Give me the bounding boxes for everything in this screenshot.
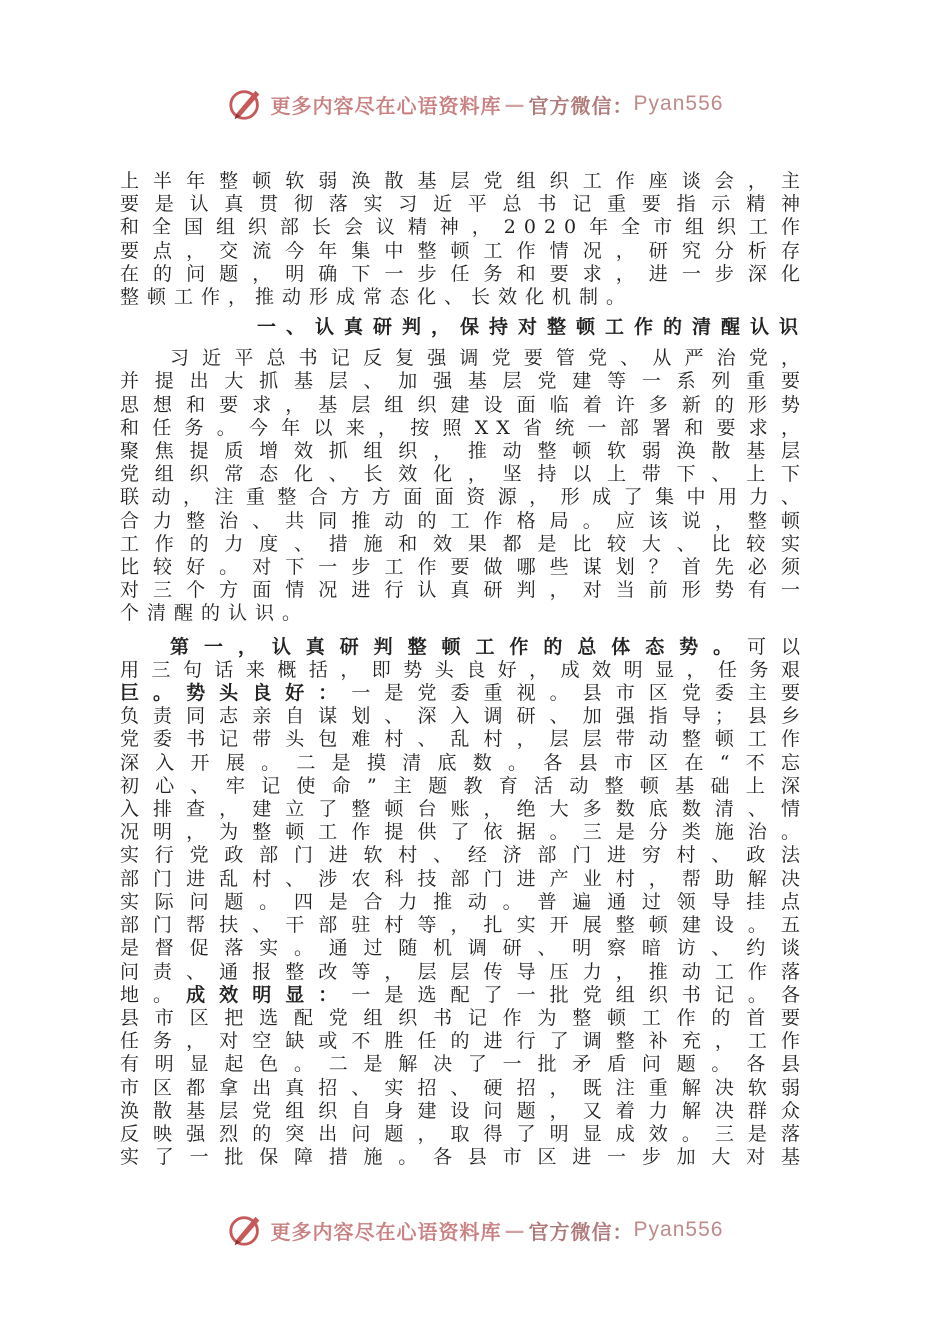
header-watermark [0, 82, 950, 126]
watermark-site-text: 更多内容尽在心语资料库 [270, 93, 502, 118]
text-line: 和任务。今年以来，按照XX省统一部署和要求， [120, 416, 808, 439]
text-line: 问责、通报整改等，层层传导压力，推动工作落 [120, 960, 808, 983]
watermark-site-text: 更多内容尽在心语资料库 [270, 1219, 502, 1244]
intro-paragraph [120, 170, 808, 309]
watermark-separator: — [504, 92, 526, 116]
text-line: 负责同志亲自谋划、深入调研、加强指导；县乡 [120, 705, 808, 728]
text-line: 部门进乱村、涉农科技部门进产业村，帮助解决 [120, 867, 808, 890]
text-line: 上半年整顿软弱涣散基层党组织工作座谈会，主 [120, 170, 808, 192]
text-line: 要点，交流今年集中整顿工作情况，研究分析存 [120, 239, 808, 262]
bold-lead: 巨。势头良好： [120, 682, 352, 705]
text-line: 个清醒的认识。 [120, 602, 310, 625]
text-line: 县市区把选配党组织书记作为整顿工作的首要 [120, 1006, 808, 1029]
text-line: 合力整治、共同推动的工作格局。应该说，整顿 [120, 509, 808, 532]
watermark-separator: — [504, 1218, 526, 1242]
text-line [120, 682, 808, 705]
bold-lead: 第一，认真研判整顿工作的总体态势。 [170, 635, 748, 658]
text-line: 比较好。对下一步工作要做哪些谋划？首先必须 [120, 556, 808, 579]
text-line: 初心、牢记使命”主题教育活动整顿基础上深 [120, 774, 808, 797]
text-line: 是督促落实。通过随机调研、明察暗访、约谈 [120, 937, 808, 960]
text-line: 工作的力度、措施和效果都是比较大、比较实 [120, 532, 808, 555]
text-line [120, 636, 808, 659]
text-fragment: 一是选配了一批党组织书记。各 [351, 983, 808, 1006]
text-line: 整顿工作，推动形成常态化、长效化机制。 [120, 286, 634, 309]
text-line: 实了一批保障措施。各县市区进一步加大对基 [120, 1146, 808, 1169]
watermark-account: Pyan556 [633, 92, 724, 115]
text-line: 用三句话来概括，即势头良好，成效明显，任务艰 [120, 658, 808, 681]
text-line: 入排查，建立了整顿台账，绝大多数底数清、情 [120, 798, 808, 821]
text-line: 习近平总书记反复强调党要管党、从严治党， [170, 347, 808, 370]
text-line: 反映强烈的突出问题，取得了明显成效。三是落 [120, 1122, 808, 1145]
text-line: 并提出大抓基层、加强基层党建等一系列重要 [120, 370, 808, 393]
section-heading: 一、认真研判，保持对整顿工作的清醒认识 [256, 316, 808, 339]
text-line: 任务，对空缺或不胜任的进行了调整补充，工作 [120, 1030, 808, 1053]
section1-subparagraph-1 [120, 636, 808, 1170]
text-fragment: 地。 [120, 983, 187, 1006]
text-line: 实行党政部门进软村、经济部门进穷村、政法 [120, 844, 808, 867]
text-fragment: 一是党委重视。县市区党委主要 [351, 682, 808, 705]
text-line [120, 984, 808, 1007]
text-line: 思想和要求，基层组织建设面临着许多新的形势 [120, 393, 808, 416]
text-line: 部门帮扶、干部驻村等，扎实开展整顿建设。五 [120, 914, 808, 937]
bold-lead: 成效明显： [186, 983, 352, 1006]
text-line: 和全国组织部长会议精神，2020年全市组织工作 [120, 216, 808, 239]
text-line: 党委书记带头包难村、乱村，层层带动整顿工作 [120, 728, 808, 751]
text-line: 在的问题，明确下一步任务和要求，进一步深化 [120, 262, 808, 285]
text-line: 深入开展。二是摸清底数。各县市区在“不忘 [120, 751, 808, 774]
watermark-account: Pyan556 [633, 1218, 724, 1241]
text-line: 有明显起色。二是解决了一批矛盾问题。各县 [120, 1053, 808, 1076]
text-fragment: 可以 [747, 635, 808, 658]
pen-logo-icon [227, 1211, 265, 1249]
text-line: 况明，为整顿工作提供了依据。三是分类施治。 [120, 821, 808, 844]
paragraph-gap [120, 626, 808, 636]
section1-paragraph [120, 347, 808, 625]
text-line: 党组织常态化、长效化，坚持以上带下、上下 [120, 463, 808, 486]
text-line: 实际问题。四是合力推动。普遍通过领导挂点 [120, 890, 808, 913]
text-line: 联动，注重整合方方面面资源，形成了集中用力、 [120, 486, 808, 509]
watermark-label: 官方微信： [528, 93, 634, 118]
text-line: 聚焦提质增效抓组织，推动整顿软弱涣散基层 [120, 440, 808, 463]
footer-watermark [0, 1208, 950, 1252]
pen-logo-icon [227, 85, 265, 123]
text-line: 要是认真贯彻落实习近平总书记重要指示精神 [120, 193, 808, 216]
watermark-label: 官方微信： [528, 1219, 634, 1244]
document-body [120, 170, 808, 1169]
text-line: 市区都拿出真招、实招、硬招，既注重解决软弱 [120, 1076, 808, 1099]
text-line: 对三个方面情况进行认真研判，对当前形势有一 [120, 579, 808, 602]
text-line: 涣散基层党组织自身建设问题，又着力解决群众 [120, 1099, 808, 1122]
